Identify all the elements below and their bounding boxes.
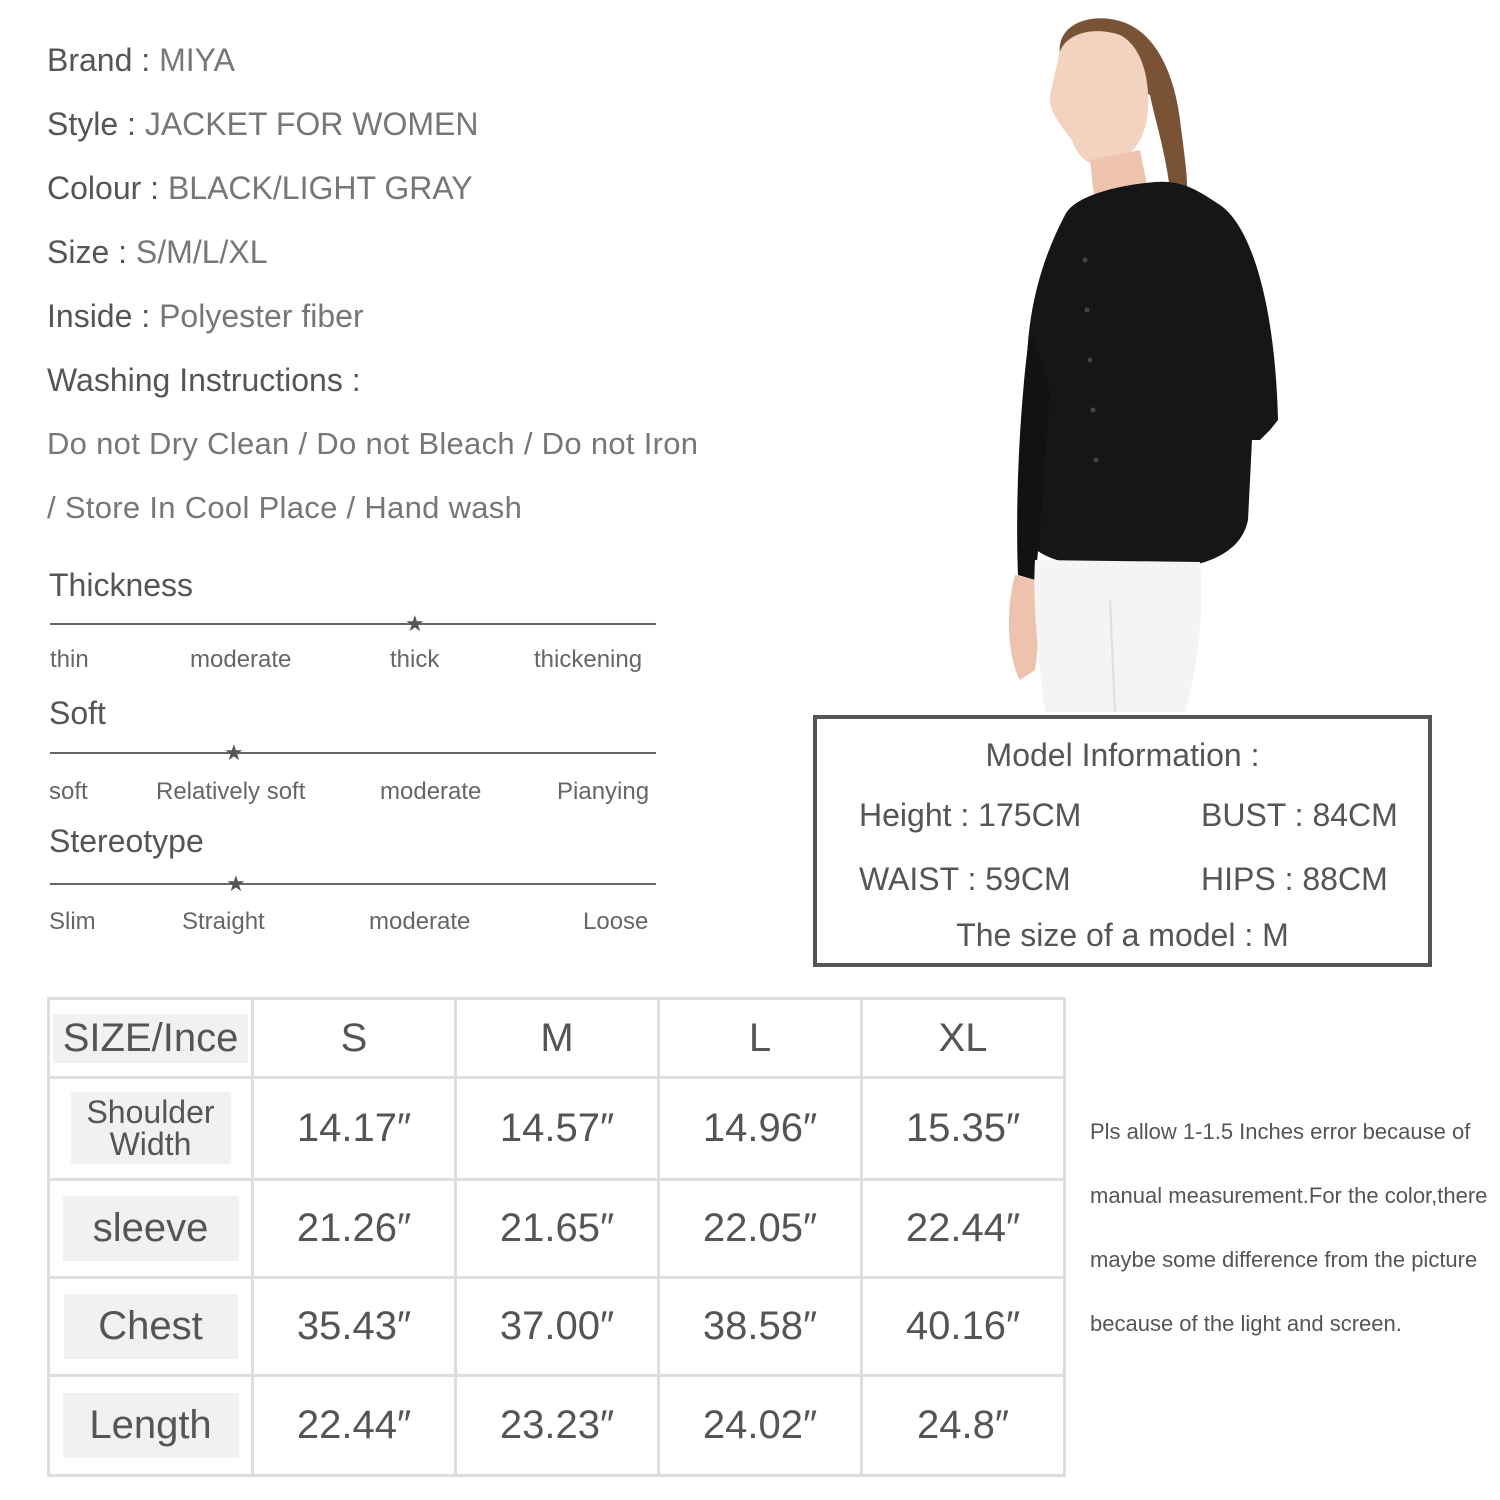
table-row-label: Chest [49,1278,253,1376]
table-cell: 24.8″ [862,1376,1065,1476]
table-cell: 21.65″ [456,1180,659,1278]
table-cell: 37.00″ [456,1278,659,1376]
table-header-row [49,999,1065,1078]
washing-line-1: Do not Dry Clean / Do not Bleach / Do not Iron [47,426,699,461]
scale-thickness-label: thickening [534,646,643,673]
table-cell: 14.57″ [456,1078,659,1180]
table-header-cell: S [253,999,456,1078]
table-cell: 14.96″ [659,1078,862,1180]
scale-thickness-star-icon: ★ [405,611,425,636]
scale-soft-star-icon: ★ [224,740,244,765]
scale-stereotype-title: Stereotype [49,823,204,859]
scale-stereotype-label: Straight [182,908,265,935]
table-row [49,1180,1065,1278]
scale-soft-title: Soft [49,695,106,731]
scale-thickness-line [50,623,656,625]
table-cell: 40.16″ [862,1278,1065,1376]
table-cell: 21.26″ [253,1180,456,1278]
scale-soft-label: Pianying [557,778,650,805]
scale-thickness-title: Thickness [49,567,194,603]
table-header-cell: XL [862,999,1065,1078]
table-header-cell: L [659,999,862,1078]
scale-soft-label: soft [49,778,88,805]
table-cell: 35.43″ [253,1278,456,1376]
washing-line-2: / Store In Cool Place / Hand wash [47,490,523,525]
table-row [49,1376,1065,1476]
table-cell: 22.44″ [862,1180,1065,1278]
table-cell: 24.02″ [659,1376,862,1476]
table-row-label: Shoulder Width [49,1078,253,1180]
table-row [49,1078,1065,1180]
table-cell: 23.23″ [456,1376,659,1476]
scale-thickness-label: thick [390,646,440,673]
scale-stereotype-label: Loose [583,908,649,935]
table-cell: 38.58″ [659,1278,862,1376]
table-header-cell: M [456,999,659,1078]
washing-title: Washing Instructions : [47,362,361,398]
scale-stereotype-line [50,883,656,885]
spec-inside: Inside : Polyester fiber [47,298,364,334]
model-waist: WAIST : 59CM [859,861,1071,897]
spec-brand: Brand : MIYA [47,42,235,78]
table-row-label: sleeve [49,1180,253,1278]
table-header-cell: SIZE/Ince [49,999,253,1078]
scale-thickness-label: moderate [190,646,292,673]
table-cell: 15.35″ [862,1078,1065,1180]
scale-stereotype-label: moderate [369,908,471,935]
model-information-title: Model Information : [985,737,1260,773]
table-cell: 22.05″ [659,1180,862,1278]
table-cell: 14.17″ [253,1078,456,1180]
model-bust: BUST : 84CM [1201,797,1398,833]
scale-stereotype-star-icon: ★ [226,871,246,896]
model-height: Height : 175CM [859,797,1082,833]
size-table [47,997,1066,1477]
model-size: The size of a model : M [956,917,1289,953]
spec-colour: Colour : BLACK/LIGHT GRAY [47,170,473,206]
spec-size: Size : S/M/L/XL [47,234,268,270]
model-information-box [813,715,1432,967]
scale-soft-label: Relatively soft [156,778,306,805]
model-hips: HIPS : 88CM [1201,861,1388,897]
table-cell: 22.44″ [253,1376,456,1476]
scale-stereotype-label: Slim [49,908,96,935]
scale-soft-label: moderate [380,778,482,805]
scale-thickness-label: thin [50,646,89,673]
model-photo [990,0,1300,712]
table-row [49,1278,1065,1376]
table-row-label: Length [49,1376,253,1476]
measurement-note: Pls allow 1-1.5 Inches error because of manual measurement.For the color,there maybe some difference from the picture because of the light and screen. [1090,1119,1488,1336]
scale-soft-line [50,752,656,754]
spec-style: Style : JACKET FOR WOMEN [47,106,479,142]
